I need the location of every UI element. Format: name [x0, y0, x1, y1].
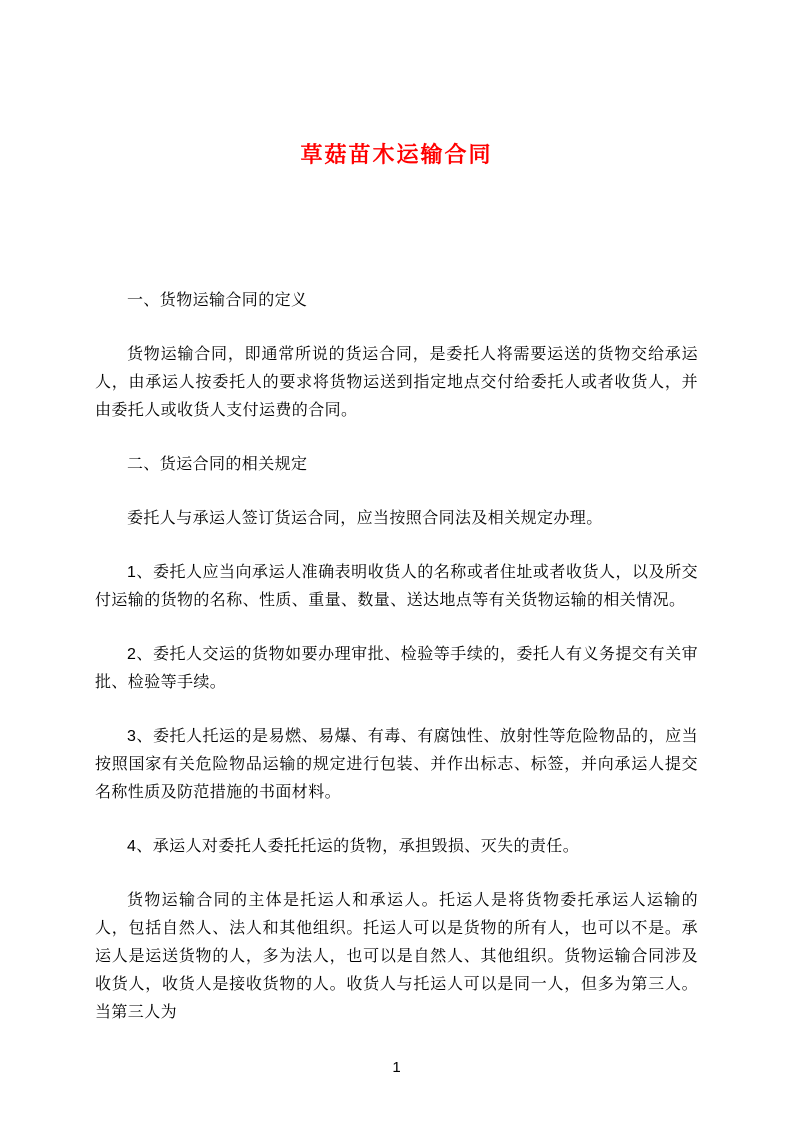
paragraph-item-2: 2、委托人交运的货物如要办理审批、检验等手续的，委托人有义务提交有关审批、检验等手续。 — [95, 646, 698, 691]
paragraph-definition: 货物运输合同，即通常所说的货运合同，是委托人将需要运送的货物交给承运人，由承运人按委托人的要求将货物运送到指定地点交付给委托人或者收货人，并由委托人或收货人支付运费的合同。 — [95, 346, 698, 419]
paragraph-contract-subjects: 货物运输合同的主体是托运人和承运人。托运人是将货物委托承运人运输的人，包括自然人、法人和其他组织。托运人可以是货物的所有人，也可以不是。承运人是运送货物的人，多为法人，也可以是自然人、其他组织。货物运输合同涉及收货人，收货人是接收货物的人。收货人与托运人可以是同一人，但多为第三人。当第三人为 — [95, 892, 698, 1021]
paragraph-item-1: 1、委托人应当向承运人准确表明收货人的名称或者住址或者收货人，以及所交付运输的货物的名称、性质、重量、数量、送达地点等有关货物运输的相关情况。 — [95, 564, 698, 609]
document-title: 草菇苗木运输合同 — [300, 142, 493, 167]
heading-section-1-definition: 一、货物运输合同的定义 — [127, 292, 308, 309]
heading-section-2-regulations: 二、货运合同的相关规定 — [127, 456, 308, 473]
paragraph-item-3: 3、委托人托运的是易燃、易爆、有毒、有腐蚀性、放射性等危险物品的，应当按照国家有关危险物品运输的规定进行包装、并作出标志、标签，并向承运人提交名称性质及防范措施的书面材料。 — [95, 728, 698, 801]
page-number: 1 — [392, 1059, 401, 1076]
paragraph-regulations-intro: 委托人与承运人签订货运合同，应当按照合同法及相关规定办理。 — [127, 510, 603, 527]
paragraph-item-4: 4、承运人对委托人委托托运的货物，承担毁损、灭失的责任。 — [127, 838, 580, 855]
document-body — [95, 287, 698, 1027]
